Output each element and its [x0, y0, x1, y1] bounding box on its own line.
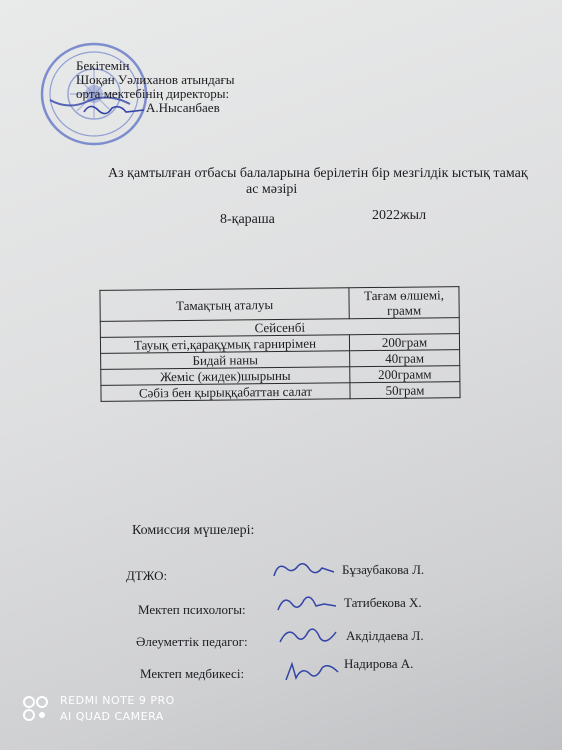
- column-header-amount: Тағам өлшемі, грамм: [349, 287, 459, 319]
- member-name: Надирова А.: [344, 656, 414, 671]
- document-title-line-1: Аз қамтылған отбасы балаларына берілетін бір мезгілдік ыстық тамақ: [108, 166, 528, 181]
- date-day: 8-қараша: [220, 212, 275, 227]
- menu-table: [99, 286, 460, 402]
- column-header-name: Тамақтың аталуы: [100, 288, 349, 322]
- dish-amount: 200грам: [349, 334, 459, 351]
- approval-line-3: орта мектебінің директоры:: [76, 86, 230, 101]
- dish-amount: 50грам: [350, 382, 460, 399]
- watermark-model: REDMI NOTE 9 PRO: [60, 694, 175, 707]
- director-name: А.Нысанбаев: [146, 100, 220, 115]
- dish-amount: 40грам: [350, 350, 460, 367]
- dish-name: Жеміс (жидек)шырыны: [101, 367, 350, 386]
- member-signature: [282, 656, 342, 686]
- member-role: Мектеп психологы:: [138, 602, 246, 617]
- member-role: ДТЖО:: [126, 568, 168, 583]
- dish-name: Тауық еті,қарақұмық гарнирімен: [100, 335, 349, 354]
- member-name: Татибекова Х.: [344, 595, 422, 610]
- member-signature: [274, 590, 340, 618]
- member-signature: [276, 620, 340, 650]
- approval-line-2: Шоқан Уәлиханов атындағы: [76, 72, 235, 87]
- approval-line-1: Бекітемін: [76, 58, 130, 73]
- commission-heading: Комиссия мүшелері:: [132, 523, 255, 538]
- member-role: Мектеп медбикесі:: [140, 666, 245, 681]
- day-label: Сейсенбі: [100, 318, 459, 338]
- table-row: [101, 382, 460, 402]
- document-title-line-2: ас мәзірі: [246, 182, 298, 197]
- camera-watermark: [22, 693, 175, 725]
- member-role: Әлеуметтік педагог:: [136, 634, 248, 649]
- member-signature: [270, 558, 338, 584]
- camera-lens-icon: [22, 695, 50, 723]
- dish-amount: 200грамм: [350, 366, 460, 383]
- director-signature: [80, 98, 150, 120]
- table-header-row: [100, 287, 459, 322]
- dish-name: Бидай наны: [101, 351, 350, 370]
- member-name: Акділдаева Л.: [346, 628, 424, 643]
- dish-name: Сәбіз бен қырыққабаттан салат: [101, 383, 350, 402]
- date-year: 2022жыл: [372, 208, 427, 223]
- watermark-camera: AI QUAD CAMERA: [60, 710, 164, 723]
- member-name: Бұзаубакова Л.: [342, 562, 425, 577]
